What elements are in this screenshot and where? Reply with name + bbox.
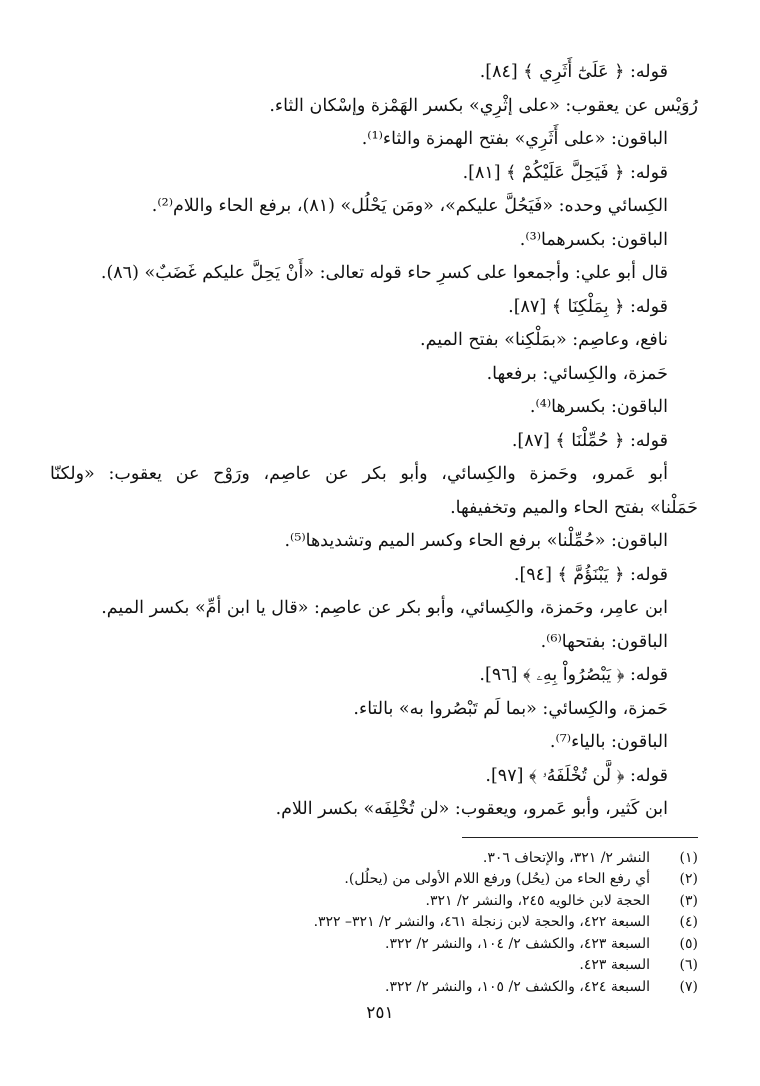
footnote xyxy=(50,977,698,999)
text-line: الباقون: بفتحها⁽⁶⁾. xyxy=(540,631,668,652)
footnote-number: (٣) xyxy=(679,892,698,909)
text-line: قوله: ﴿ فَيَحِلَّ عَلَيْكُمْ ﴾ [٨١]. xyxy=(462,162,668,183)
text-line: نافع، وعاصِم: «بمَلْكِنا» بفتح الميم. xyxy=(420,330,668,350)
footnote-text: السبعة ٤٢٢، والحجة لابن زنجلة ٤٦١، والنشر ٢/ ٣٢١– ٣٢٢. xyxy=(313,914,650,930)
footnote-number: (٢) xyxy=(679,871,698,887)
footnote xyxy=(50,955,698,977)
text-line: الباقون: «حُمِّلْنا» برفع الحاء وكسر الميم وتشديدها⁽⁵⁾. xyxy=(284,531,668,551)
text-line: الباقون: بالياء⁽⁷⁾. xyxy=(549,732,668,752)
footnote-text: النشر ٢/ ٣٢١، والإتحاف ٣٠٦. xyxy=(482,849,650,866)
text-line: قوله: ﴿ لَّن تُخْلَفَهُۥ ﴾ [٩٧]. xyxy=(485,765,668,786)
main-text xyxy=(50,56,698,827)
text-line: قوله: ﴿ يَبْنَؤُمَّ ﴾ [٩٤]. xyxy=(513,564,668,585)
footnote-text: الحجة لابن خالويه ٢٤٥، والنشر ٢/ ٣٢١. xyxy=(425,892,650,909)
footnote-number: (١) xyxy=(679,849,698,866)
text-line: قوله: ﴿ حُمِّلْنَا ﴾ [٨٧]. xyxy=(511,430,668,451)
footnote-text: السبعة ٤٢٤، والكشف ٢/ ١٠٥، والنشر ٢/ ٣٢٢. xyxy=(385,978,650,995)
footnote xyxy=(50,934,698,956)
text-line: قوله: ﴿ عَلَىٰٓ أَثَرِي ﴾ [٨٤]. xyxy=(479,62,668,82)
text-line: حَمَلْنا» بفتح الحاء والميم وتخفيفها. xyxy=(450,497,698,518)
footnote xyxy=(50,891,698,913)
text-line: ابن كَثير، وأبو عَمرو، ويعقوب: «لن تُخْلِفَه» بكسر اللام. xyxy=(275,799,668,819)
page-number: ٢٥١ xyxy=(366,1003,394,1023)
text-line: قوله: ﴿ بِمَلْكِنَا ﴾ [٨٧]. xyxy=(508,296,668,317)
footnote-number: (٤) xyxy=(679,914,698,930)
text-line: الكِسائي وحده: «فَيَحُلَّ عليكم»، «ومَن يَحْلُل» (٨١)، برفع الحاء واللام⁽²⁾. xyxy=(151,196,668,216)
text-line: الباقون: بكسرها⁽⁴⁾. xyxy=(529,397,668,417)
text-line: رُوَيْس عن يعقوب: «على إثْرِي» بكسر الهَمْزة وإسْكان الثاء. xyxy=(269,95,698,116)
text-line: قال أبو علي: وأجمعوا على كسرِ حاء قوله تعالى: «أَنْ يَحِلَّ عليكم غَضَبٌ» (٨٦). xyxy=(100,263,668,283)
footnote-number: (٦) xyxy=(679,957,698,973)
text-line: ابن عامِر، وحَمزة، والكِسائي، وأبو بكر عن عاصِم: «قال يا ابن أمِّ» بكسر الميم. xyxy=(101,598,668,618)
text-line: حَمزة، والكِسائي: برفعها. xyxy=(486,363,668,384)
text-line: حَمزة، والكِسائي: «بما لَم تَبْصُروا به» بالتاء. xyxy=(353,698,668,719)
text-line: الباقون: بكسرهما⁽³⁾. xyxy=(519,229,668,250)
footnote-number: (٥) xyxy=(679,935,698,952)
footnote-text: أي رفع الحاء من (يحُل) ورفع اللام الأولى من (يحلُل). xyxy=(344,871,650,887)
footnotes xyxy=(50,848,698,999)
footnote-separator xyxy=(462,837,698,838)
text-line: أبو عَمرو، وحَمزة والكِسائي، وأبو بكر عن عاصِم، ورَوْح عن يعقوب: «ولكنّا xyxy=(50,464,668,484)
footnote-text: السبعة ٤٢٣. xyxy=(579,957,650,973)
footnote xyxy=(50,848,698,870)
footnote xyxy=(50,912,698,934)
text-line: قوله: ﴿ يَبْصُرُواْ بِهِۦ ﴾ [٩٦]. xyxy=(479,665,668,685)
footnote-text: السبعة ٤٢٣، والكشف ٢/ ١٠٤، والنشر ٢/ ٣٢٢. xyxy=(385,935,650,952)
footnote-number: (٧) xyxy=(679,978,698,995)
footnote xyxy=(50,869,698,891)
text-line: الباقون: «على أَثَرِي» بفتح الهمزة والثاء⁽¹⁾. xyxy=(361,129,668,149)
